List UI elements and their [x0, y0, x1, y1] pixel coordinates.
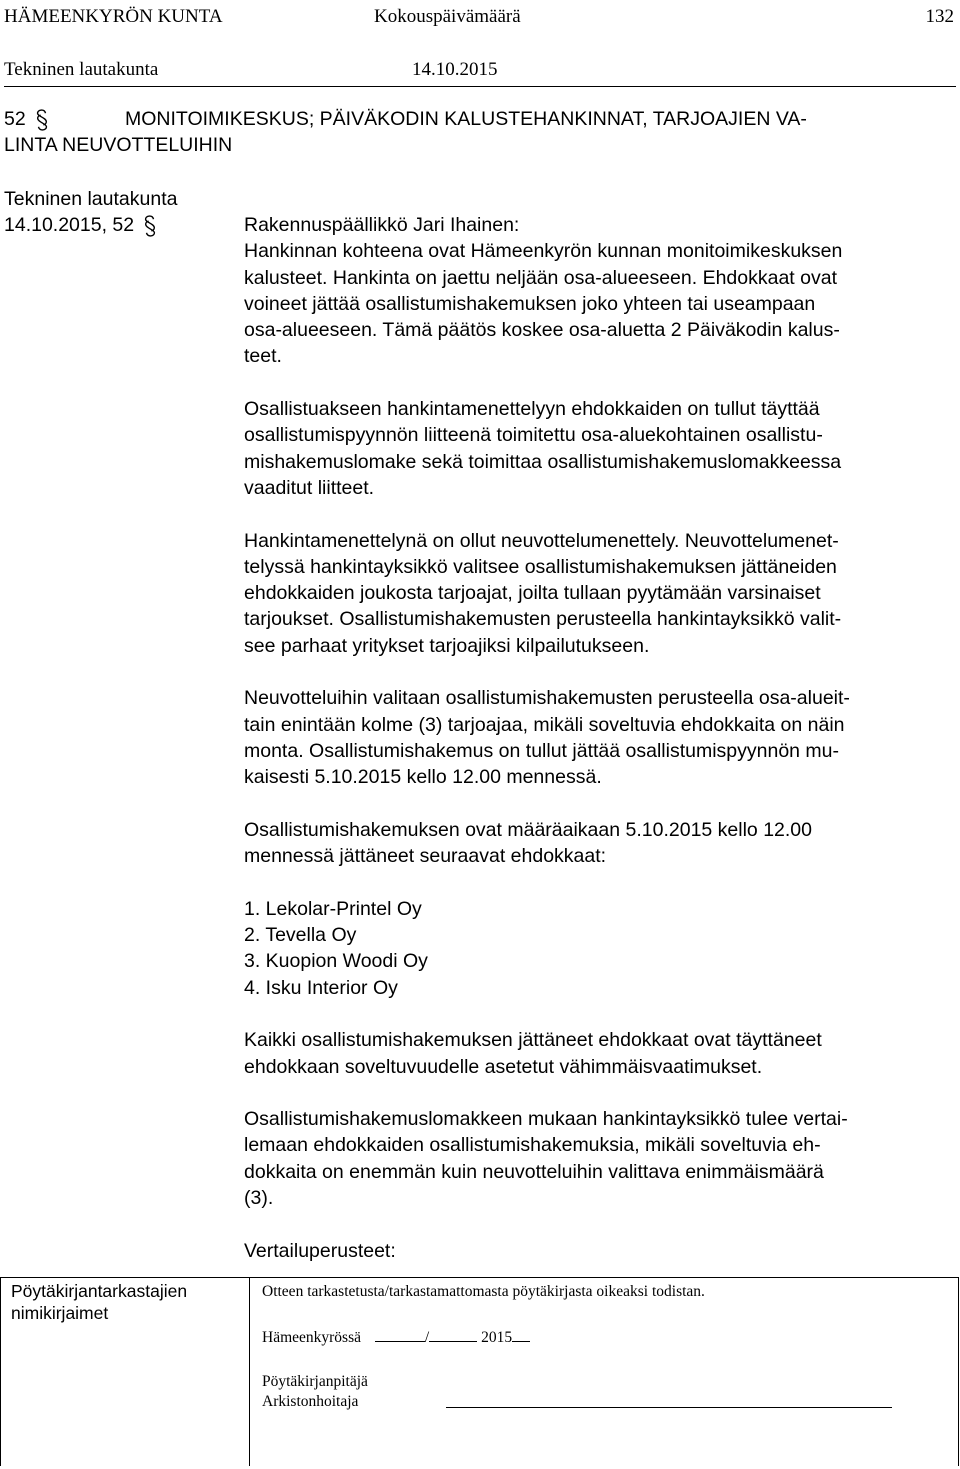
certification-text: Otteen tarkastetusta/tarkastamattomasta pöytäkirjasta oikeaksi todistan.: [262, 1283, 705, 1300]
document-body: [244, 212, 950, 1290]
paragraph-scope: Hankinnan kohteena ovat Hämeenkyrön kunnan monitoimikeskuksen kalusteet. Hankinta on jaettu neljään osa-alueeseen. Ehdokkaat ovat voineet jättää osallistumishakemuksen joko yhteen tai useampaan osa-alueeseen. Tämä päätös koskee osa-aluetta 2 Päiväkodin kalus- teet.: [244, 240, 843, 368]
paragraph-participation: Osallistuakseen hankintamenettelyyn ehdokkaiden on tullut täyttää osallistumispyynnön liitteenä toimitettu osa-aluekohtainen osallistu- mishakemuslomake sekä toimittaa osallistumishakemuslomakkeessa vaaditut liitteet.: [244, 398, 842, 499]
date-separator: /: [424, 1329, 430, 1346]
page-header: [4, 6, 954, 30]
candidate-list: [244, 896, 950, 1001]
organization-name: HÄMEENKYRÖN KUNTA: [4, 6, 223, 27]
paragraph-procedure: Hankintamenettelynä on ollut neuvottelumenettely. Neuvottelumenet- telyssä hankintayksikkö valitsee osallistumishakemuksen jättäneiden ehdokkaiden joukosta tarjoajat, joilta tullaan pyytämään varsinaiset tarjoukset. Osallistumishakemusten perusteella hankintayksikkö valit- see parhaat yritykset tarjoajiksi kilpailutukseen.: [244, 529, 842, 657]
list-item: 2. Tevella Oy: [244, 924, 357, 947]
board-name: Tekninen lautakunta: [4, 59, 159, 80]
list-item: 4. Isku Interior Oy: [244, 976, 398, 999]
footer-year: 2015: [481, 1329, 513, 1346]
month-blank: [429, 1327, 477, 1342]
meeting-date-label: Kokouspäivämäärä: [374, 6, 521, 27]
archivist-label: Arkistonhoitaja: [262, 1393, 359, 1410]
paragraph-applicants: Osallistumishakemuksen ovat määräaikaan 5.10.2015 kello 12.00 mennessä jättäneet seuraavat ehdokkaat:: [244, 818, 812, 868]
signature-line: [446, 1407, 892, 1408]
meeting-date: 14.10.2015: [412, 59, 498, 80]
secretary-label: Pöytäkirjanpitäjä: [262, 1373, 368, 1390]
paragraph-comparison: Osallistumishakemuslomakkeen mukaan hankintayksikkö tulee vertai- lemaan ehdokkaiden osallistumishakemuksia, mikäli soveltuvia eh- dokkaita on enemmän kuin neuvotteluihin valittava enimmäismäärä (3).: [244, 1108, 848, 1209]
place-date-line: [262, 1327, 530, 1347]
section-title: MONITOIMIKESKUS; PÄIVÄKODIN KALUSTEHANKINNAT, TARJOAJIEN VA- LINTA NEUVOTTELUIHIN: [4, 108, 807, 156]
presenter-line: Rakennuspäällikkö Jari Ihainen:: [244, 214, 520, 236]
criteria-heading: Vertailuperusteet:: [244, 1239, 396, 1262]
paragraph-selection: Neuvotteluihin valitaan osallistumishakemusten perusteella osa-alueit- tain enintään kolme (3) tarjoajaa, mikäli soveltuvia ehdokkaita on näin monta. Osallistumishakemus on tullut jättää osallistumispyynnön mu- kaisesti 5.10.2015 kello 12.00 mennessä.: [244, 687, 850, 789]
year-blank: [512, 1327, 530, 1342]
initials-label: Pöytäkirjantarkastajien nimikirjaimet: [11, 1281, 188, 1323]
section-sign-icon: [32, 108, 52, 132]
section-number: 52: [4, 108, 26, 130]
list-item: 1. Lekolar-Printel Oy: [244, 897, 422, 920]
section-sign-icon: [140, 214, 160, 238]
case-reference: [4, 212, 160, 238]
place-name: Hämeenkyrössä: [262, 1329, 361, 1346]
page-number: 132: [925, 6, 954, 27]
header-divider: [4, 86, 956, 87]
footer-box: [0, 1277, 959, 1466]
day-blank: [375, 1327, 425, 1342]
list-item: 3. Kuopion Woodi Oy: [244, 950, 428, 973]
case-date-reference: 14.10.2015, 52: [4, 214, 135, 236]
case-board: Tekninen lautakunta: [4, 188, 178, 210]
paragraph-requirements: Kaikki osallistumishakemuksen jättäneet ehdokkaat ovat täyttäneet ehdokkaan soveltuvuudelle asetetut vähimmäisvaatimukset.: [244, 1029, 822, 1078]
footer-initials-cell: [1, 1278, 250, 1466]
